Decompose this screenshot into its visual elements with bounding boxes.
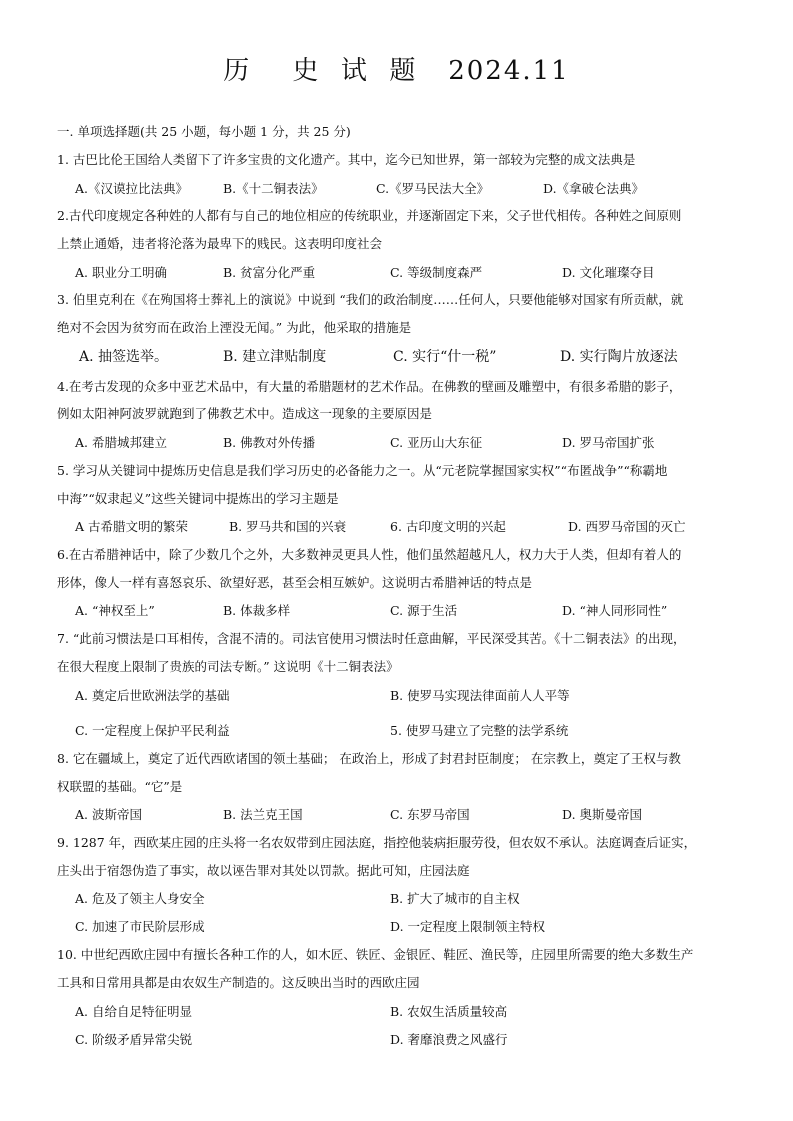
question-3-option-b: B. 建立津贴制度: [223, 349, 327, 365]
question-1-option-a: A.《汉谟拉比法典》: [75, 181, 189, 196]
question-4-option-c: C. 亚历山大东征: [390, 435, 483, 450]
question-6-option-a: A. “神权至上”: [75, 603, 155, 618]
question-10-option-a: A. 自给自足特征明显: [75, 1004, 192, 1019]
question-8-option-b: B. 法兰克王国: [223, 807, 303, 822]
question-9-option-c: C. 加速了市民阶层形成: [75, 919, 205, 934]
question-7-option-a: A. 奠定后世欧洲法学的基础: [75, 688, 230, 703]
question-10-option-b: B. 农奴生活质量较高: [390, 1004, 508, 1019]
question-3-stem-line-1: 3. 伯里克利在《在殉国将士葬礼上的演说》中说到 “我们的政治制度……任何人，只要他能够对国家有所贡献，就: [57, 292, 684, 307]
question-1-stem: 1. 古巴比伦王国给人类留下了许多宝贵的文化遗产。其中，迄今已知世界，第一部较为完整的成文法典是: [57, 152, 636, 167]
question-3-stem-line-2: 绝对不会因为贫穷而在政治上湮没无闻。” 为此，他采取的措施是: [57, 320, 412, 335]
question-10-stem-line-1: 10. 中世纪西欧庄园中有擅长各种工作的人，如木匠、铁匠、金银匠、鞋匠、渔民等，庄园里所需要的绝大多数生产: [57, 947, 694, 962]
question-6-option-d: D. “神人同形同性”: [562, 603, 668, 618]
question-10-stem-line-2: 工具和日常用具都是由农奴生产制造的。这反映出当时的西欧庄园: [57, 975, 420, 990]
question-7-stem-line-2: 在很大程度上限制了贵族的司法专断。” 这说明《十二铜表法》: [57, 659, 399, 674]
question-8-stem-line-2: 权联盟的基础。“它”是: [57, 779, 183, 794]
question-7-stem-line-1: 7. “此前习惯法是口耳相传，含混不清的。司法官使用习惯法时任意曲解，平民深受其苦。《十二铜表法》的出现，: [57, 631, 686, 646]
question-4-option-b: B. 佛教对外传播: [223, 435, 316, 450]
question-3-option-a: A. 抽签选举。: [79, 349, 169, 365]
question-2-option-b: B. 贫富分化严重: [223, 265, 316, 280]
question-8-stem-line-1: 8. 它在疆域上，奠定了近代西欧诸国的领土基础； 在政治上，形成了封君封臣制度； 在宗教上，奠定了王权与教: [57, 751, 681, 766]
question-4-stem-line-2: 例如太阳神阿波罗就跑到了佛教艺术中。造成这一现象的主要原因是: [57, 406, 433, 421]
question-4-option-d: D. 罗马帝国扩张: [562, 435, 655, 450]
question-5-option-a: A 古希腊文明的繁荣: [75, 519, 189, 534]
question-9-option-a: A. 危及了领主人身安全: [75, 891, 205, 906]
question-5-stem-line-1: 5. 学习从关键词中提炼历史信息是我们学习历史的必备能力之一。从“元老院掌握国家实权”“布匿战争”“称霸地: [57, 463, 668, 478]
question-3-option-d: D. 实行陶片放逐法: [560, 349, 678, 365]
question-5-option-d: D. 西罗马帝国的灭亡: [568, 519, 686, 534]
question-8-option-c: C. 东罗马帝国: [390, 807, 470, 822]
question-10-option-d: D. 奢靡浪费之风盛行: [390, 1032, 508, 1047]
question-4-stem-line-1: 4.在考古发现的众多中亚艺术品中，有大量的希腊题材的艺术作品。在佛教的壁画及雕塑中，有很多希腊的影子，: [57, 379, 682, 394]
question-3-option-c: C. 实行“什一税”: [393, 349, 497, 365]
question-7-option-d: 5. 使罗马建立了完整的法学系统: [390, 723, 569, 738]
question-9-stem-line-2: 庄头出于宿怨伪造了事实，故以诬告罪对其处以罚款。据此可知，庄园法庭: [57, 863, 470, 878]
section-heading: 一. 单项选择题(共 25 小题，每小题 1 分，共 25 分): [57, 124, 351, 139]
question-7-option-b: B. 使罗马实现法律面前人人平等: [390, 688, 570, 703]
question-6-option-c: C. 源于生活: [390, 603, 458, 618]
question-5-option-b: B. 罗马共和国的兴衰: [229, 519, 347, 534]
question-10-option-c: C. 阶级矛盾异常尖锐: [75, 1032, 193, 1047]
question-5-option-c: 6. 古印度文明的兴起: [390, 519, 506, 534]
question-2-stem-line-1: 2.古代印度规定各种姓的人都有与自己的地位相应的传统职业，并逐渐固定下来，父子世代相传。各种姓之间原则: [57, 208, 682, 223]
question-1-option-c: C.《罗马民法大全》: [376, 181, 490, 196]
question-6-stem-line-1: 6.在古希腊神话中，除了少数几个之外，大多数神灵更具人性，他们虽然超越凡人，权力大于人类，但却有着人的: [57, 547, 682, 562]
question-1-option-b: B.《十二铜表法》: [223, 181, 324, 196]
exam-title: 历 史 试 题 2024.11: [223, 56, 570, 86]
question-2-stem-line-2: 上禁止通婚，违者将沦落为最卑下的贱民。这表明印度社会: [57, 236, 383, 251]
question-2-option-a: A. 职业分工明确: [75, 265, 167, 280]
question-5-stem-line-2: 中海”“奴隶起义”这些关键词中提炼出的学习主题是: [57, 491, 339, 506]
question-7-option-c: C. 一定程度上保护平民利益: [75, 723, 230, 738]
question-6-stem-line-2: 形体，像人一样有喜怒哀乐、欲望好恶，甚至会相互嫉妒。这说明古希腊神话的特点是: [57, 575, 533, 590]
question-9-stem-line-1: 9. 1287 年，西欧某庄园的庄头将一名农奴带到庄园法庭，指控他装病拒服劳役，但农奴不承认。法庭调查后证实，: [57, 835, 697, 850]
question-9-option-b: B. 扩大了城市的自主权: [390, 891, 520, 906]
question-2-option-c: C. 等级制度森严: [390, 265, 483, 280]
question-8-option-a: A. 波斯帝国: [75, 807, 142, 822]
question-4-option-a: A. 希腊城邦建立: [75, 435, 167, 450]
question-6-option-b: B. 体裁多样: [223, 603, 291, 618]
question-9-option-d: D. 一定程度上限制领主特权: [390, 919, 546, 934]
question-2-option-d: D. 文化璀璨夺目: [562, 265, 655, 280]
question-8-option-d: D. 奥斯曼帝国: [562, 807, 643, 822]
question-1-option-d: D.《拿破仑法典》: [543, 181, 645, 196]
